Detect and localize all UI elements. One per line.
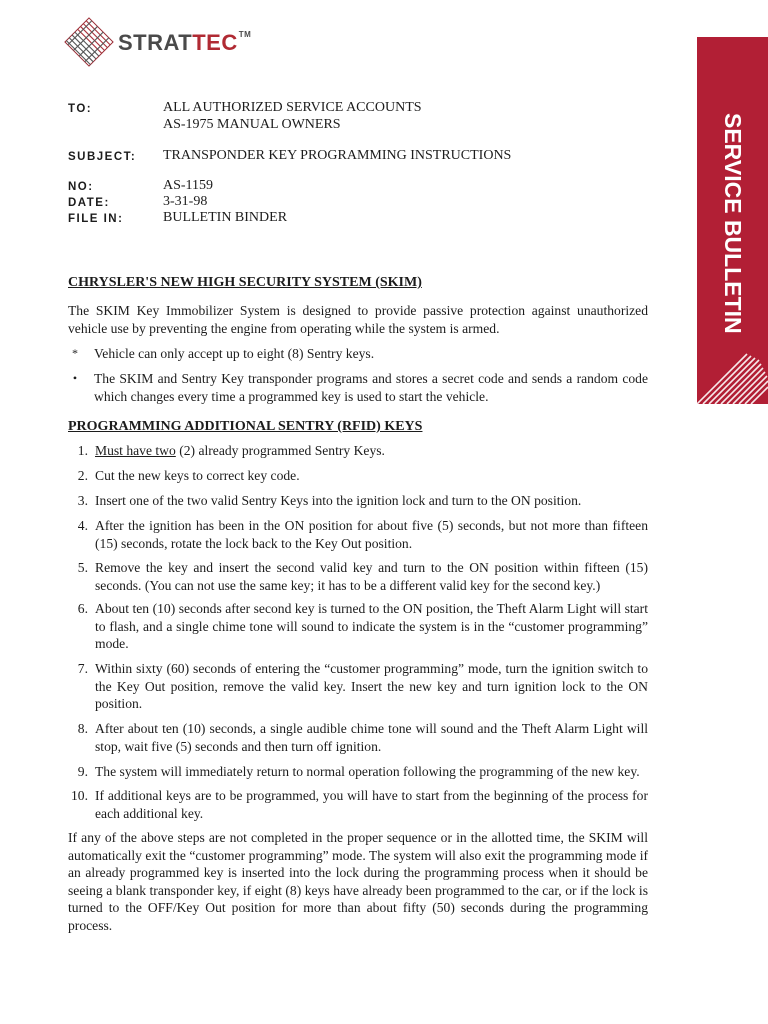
strattec-wordmark: STRATTEC™ (118, 30, 252, 55)
file-in-value: BULLETIN BINDER (163, 210, 288, 225)
strattec-diamond-icon (62, 14, 116, 70)
subject-label: SUBJECT: (68, 151, 137, 163)
step-number: 2. (77, 468, 88, 483)
bullet-text: The SKIM and Sentry Key transponder programs and stores a secret code and sends a random code which changes every time a programmed key is used to start the vehicle. (94, 371, 648, 404)
step-text: After about ten (10) seconds, a single audible chime tone will sound and the Theft Alarm Light will stop, wait five (5) seconds and then turn off ignition. (95, 721, 648, 754)
step-text: After the ignition has been in the ON position for about five (5) seconds, but not more than fifteen (15) seconds, rotate the lock back to the Key Out position. (95, 518, 648, 551)
step-text: Remove the key and insert the second valid key and turn to the ON position within fifteen (15) seconds. (You can not use the same key; it has to be a different valid key for the second key.) (95, 560, 648, 593)
banner-stripes-icon (697, 327, 768, 404)
bullet-mark: • (72, 371, 78, 385)
step-text: Insert one of the two valid Sentry Keys into the ignition lock and turn to the ON position. (95, 493, 582, 508)
skim-intro-paragraph: The SKIM Key Immobilizer System is designed to provide passive protection against unauthorized vehicle use by preventing the engine from operating while the system is armed. (68, 303, 648, 336)
section-title-skim: CHRYSLER'S NEW HIGH SECURITY SYSTEM (SKIM) (68, 275, 422, 290)
step-text: About ten (10) seconds after second key is turned to the ON position, the Theft Alarm Light will start to flash, and a single chime tone will sound to indicate the system is in the “customer programming” mode. (95, 601, 648, 651)
bullet-text: Vehicle can only accept up to eight (8) Sentry keys. (94, 346, 375, 361)
step-number: 1. (77, 443, 88, 458)
to-line-2: AS-1975 MANUAL OWNERS (163, 117, 341, 132)
service-bulletin-banner (697, 37, 768, 404)
step-text: Cut the new keys to correct key code. (95, 468, 300, 483)
number-value: AS-1159 (163, 178, 214, 193)
step-number: 4. (77, 518, 88, 533)
step-text: If additional keys are to be programmed, you will have to start from the beginning of the process for each additional key. (95, 788, 648, 821)
step-number: 9. (77, 764, 88, 779)
number-label: NO: (68, 181, 94, 193)
section-title-programming: PROGRAMMING ADDITIONAL SENTRY (RFID) KEYS (68, 419, 423, 434)
step-underlined-text: Must have two (95, 443, 176, 458)
date-value: 3-31-98 (163, 194, 208, 209)
step-text: Must have two (2) already programmed Sentry Keys. (95, 443, 385, 458)
closing-paragraph: If any of the above steps are not completed in the proper sequence or in the allotted time, the SKIM will automatically exit the “customer programming” mode. The system will also exit the programming mode if an already programmed key is inserted into the lock during the programming process when it should be seeing a blank transponder key, if eight (8) keys have already been programmed to the car, or if the lock is turned to the OFF/Key Out position for more than about fifty (50) seconds during the programming process. (68, 830, 648, 933)
to-label: TO: (68, 103, 93, 115)
step-text: The system will immediately return to normal operation following the programming of the new key. (95, 764, 640, 779)
step-number: 6. (77, 601, 88, 616)
subject-value: TRANSPONDER KEY PROGRAMMING INSTRUCTIONS (163, 148, 512, 163)
date-label: DATE: (68, 197, 110, 209)
strattec-logo (62, 14, 272, 70)
file-in-label: FILE IN: (68, 213, 124, 225)
step-number: 8. (77, 721, 88, 736)
step-number: 10. (71, 788, 88, 803)
step-number: 7. (77, 661, 88, 676)
to-line-1: ALL AUTHORIZED SERVICE ACCOUNTS (163, 100, 422, 115)
bullet-mark: * (72, 346, 78, 360)
step-number: 5. (77, 560, 88, 575)
step-number: 3. (77, 493, 88, 508)
service-bulletin-label: SERVICE BULLETIN (720, 113, 746, 334)
step-text: Within sixty (60) seconds of entering the “customer programming” mode, turn the ignition switch to the Key Out position, remove the valid key. Insert the new key and turn ignition lock to the ON position. (95, 661, 648, 711)
